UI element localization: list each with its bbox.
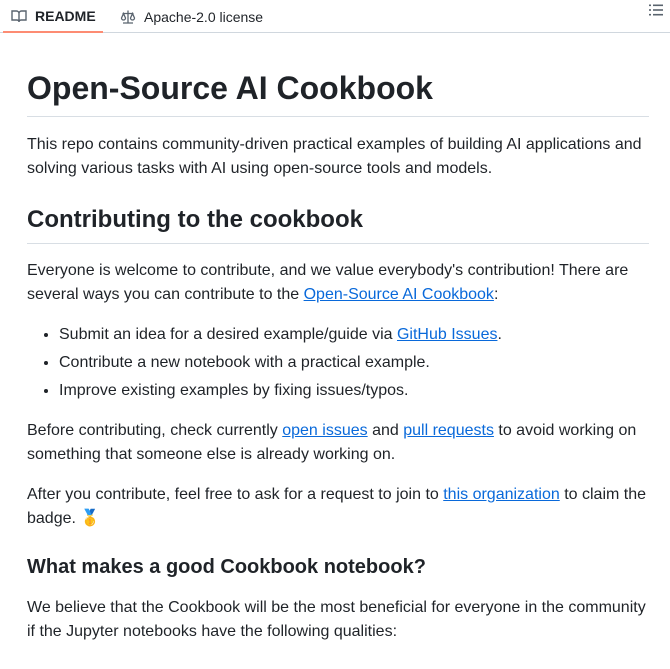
paragraph-text: Before contributing, check currently bbox=[27, 422, 283, 439]
article-title: Open-Source AI Cookbook bbox=[27, 68, 649, 117]
tab-readme[interactable] bbox=[3, 0, 103, 33]
open-issues-link[interactable]: open issues bbox=[282, 422, 368, 439]
book-icon bbox=[11, 8, 27, 24]
outline-list-icon[interactable] bbox=[648, 2, 664, 18]
contribution-ways-list bbox=[27, 323, 649, 407]
bullet-text: Submit an idea for a desired example/guide via bbox=[59, 326, 397, 343]
paragraph-text: to claim the badge. 🥇 bbox=[27, 486, 647, 527]
tab-license-label: Apache-2.0 license bbox=[144, 8, 264, 25]
contributing-heading: Contributing to the cookbook bbox=[27, 205, 649, 244]
bullet-text: Contribute a new notebook with a practical example. bbox=[59, 354, 430, 371]
paragraph-text: After you contribute, feel free to ask for a request to join to bbox=[27, 486, 444, 503]
readme-tab-bar bbox=[0, 0, 670, 33]
contributing-text-end: : bbox=[493, 286, 499, 303]
list-item bbox=[59, 379, 649, 403]
law-scale-icon bbox=[120, 9, 136, 25]
bullet-text-end: . bbox=[497, 326, 502, 343]
tab-license[interactable] bbox=[118, 0, 263, 33]
github-issues-link[interactable]: GitHub Issues bbox=[396, 326, 498, 343]
list-item bbox=[59, 351, 649, 375]
good-notebook-heading: What makes a good Cookbook notebook? bbox=[27, 556, 426, 578]
tab-readme-label: README bbox=[35, 7, 96, 24]
good-notebook-paragraph: We believe that the Cookbook will be the most beneficial for everyone in the community if the Jupyter notebooks have the following qualities: bbox=[27, 599, 646, 640]
before-contributing-paragraph bbox=[27, 419, 649, 467]
paragraph-text: and bbox=[367, 422, 404, 439]
contributing-text-start: Everyone is welcome to contribute, and we value everybody's contribution! There are several ways you can contribute to the bbox=[27, 262, 629, 303]
contributing-paragraph bbox=[27, 259, 649, 307]
intro-paragraph: This repo contains community-driven practical examples of building AI applications and solving various tasks with AI using open-source tools and models. bbox=[27, 136, 642, 177]
paragraph-text: to avoid working on something that someone else is already working on. bbox=[27, 422, 637, 463]
pull-requests-link[interactable]: pull requests bbox=[403, 422, 494, 439]
after-contribute-paragraph bbox=[27, 483, 649, 531]
cookbook-link[interactable]: Open-Source AI Cookbook bbox=[303, 286, 494, 303]
bullet-text: Improve existing examples by fixing issues/typos. bbox=[59, 382, 409, 399]
organization-link[interactable]: this organization bbox=[443, 486, 560, 503]
list-item bbox=[59, 323, 649, 347]
